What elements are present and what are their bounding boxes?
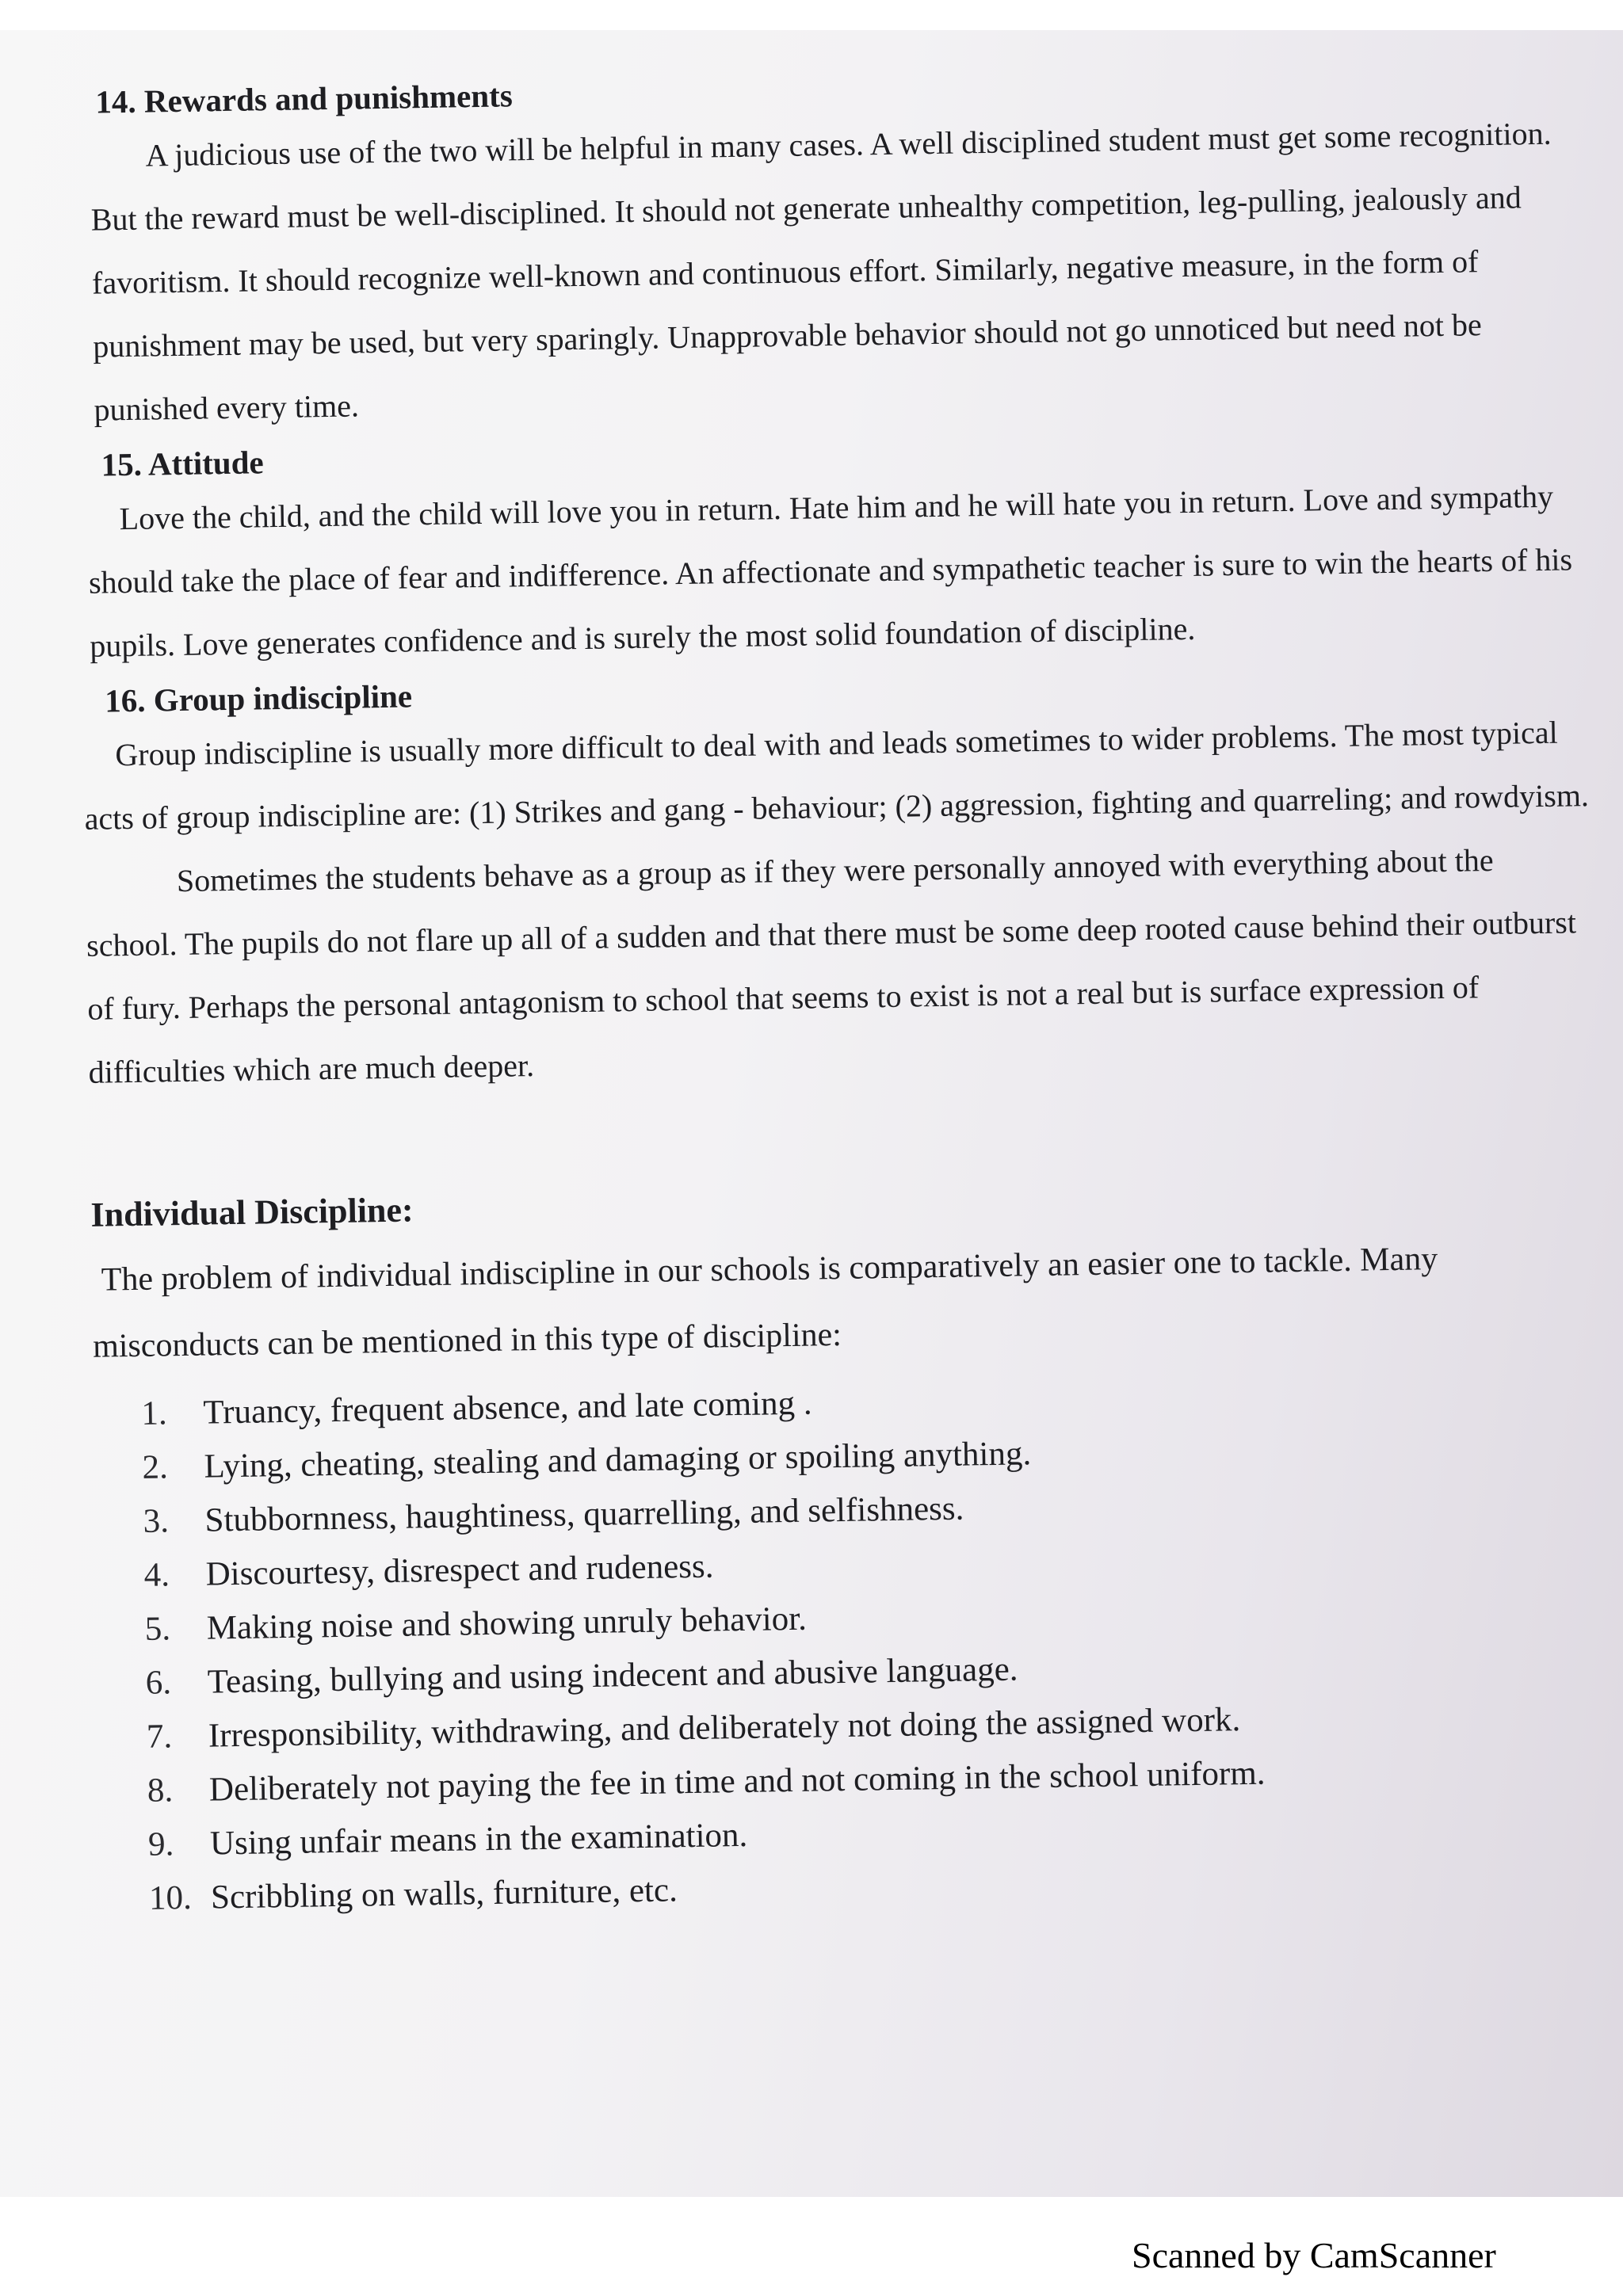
scanned-page bbox=[0, 30, 1623, 2197]
list-item-number: 4. bbox=[143, 1556, 170, 1594]
section-rewards-and-punishments bbox=[73, 55, 1584, 442]
list-item-number: 10. bbox=[148, 1878, 193, 1917]
list-item-text: Teasing, bullying and using indecent and abusive language. bbox=[207, 1650, 1018, 1701]
list-item-text: Using unfair means in the examination. bbox=[209, 1816, 748, 1863]
section-attitude bbox=[78, 418, 1587, 678]
section-paragraph: A judicious use of the two will be helpful in many cases. A well disciplined student must get some recognition. But the reward must be well-disciplined. It should not generate unhealthy competition, leg-pulling, jealously and favoritism. It should recognize well-known and continuous effort. Similarly, negative measure, in the form of punishment may be used, but very sparingly. Unapprovable behavior should not go unnoticed but need not be punished every time. bbox=[90, 115, 1552, 428]
section-paragraph: Sometimes the students behave as a group as if they were personally annoyed with everything about the school. The pupils do not flare up all of a sudden and that there must be some deep rooted cause behind their outburst of fury. Perhaps the personal antagonism to school that seems to exist is not a real but is surface expression of difficulties which are much deeper. bbox=[86, 841, 1577, 1090]
list-item-text: Truancy, frequent absence, and late coming . bbox=[203, 1384, 812, 1432]
misconduct-list bbox=[94, 1364, 1607, 1927]
list-item-number: 5. bbox=[144, 1610, 171, 1648]
section-paragraph: Group indiscipline is usually more difficult to deal with and leads sometimes to wider problems. The most typical acts of group indiscipline are: (1) Strikes and gang - behaviour; (2) aggression, fighting and quarreling; and rowdyism. bbox=[84, 714, 1590, 837]
section-individual-discipline bbox=[90, 1168, 1607, 1927]
section-paragraph: Love the child, and the child will love you in return. Hate him and he will hate you in return. Love and sympathy should take the place of fear and indifference. An affectionate and sympathetic teacher is sure to win the hearts of his pupils. Love generates confidence and is surely the most solid foundation of discipline. bbox=[88, 478, 1573, 664]
individual-discipline-heading: Individual Discipline: bbox=[90, 1190, 414, 1234]
section-heading: 14. Rewards and punishments bbox=[95, 77, 514, 120]
list-item-number: 1. bbox=[141, 1394, 168, 1432]
list-item-text: Deliberately not paying the fee in time and not coming in the school uniform. bbox=[208, 1754, 1266, 1809]
list-item-number: 3. bbox=[143, 1502, 170, 1540]
section-heading: 16. Group indiscipline bbox=[104, 677, 413, 719]
individual-discipline-intro: The problem of individual indiscipline in our schools is comparatively an easier one to tackle. Many misconducts can be mentioned in this type of discipline: bbox=[92, 1241, 1438, 1365]
page-content bbox=[73, 55, 1607, 1927]
list-item-number: 9. bbox=[147, 1825, 174, 1863]
list-item-text: Scribbling on walls, furniture, etc. bbox=[210, 1871, 678, 1917]
list-item-text: Making noise and showing unruly behavior. bbox=[206, 1600, 808, 1647]
scanner-watermark: Scanned by CamScanner bbox=[1132, 2235, 1496, 2275]
list-item-text: Lying, cheating, stealing and damaging or spoiling anything. bbox=[204, 1435, 1032, 1486]
list-item-text: Stubbornness, haughtiness, quarrelling, and selfishness. bbox=[204, 1489, 964, 1539]
list-item-text: Irresponsibility, withdrawing, and deliberately not doing the assigned work. bbox=[208, 1701, 1241, 1755]
list-item-number: 2. bbox=[142, 1448, 169, 1486]
list-item-number: 7. bbox=[146, 1718, 173, 1756]
list-item-number: 6. bbox=[145, 1664, 172, 1702]
list-item-text: Discourtesy, disrespect and rudeness. bbox=[205, 1547, 714, 1593]
list-item-number: 8. bbox=[147, 1772, 174, 1810]
section-heading: 15. Attitude bbox=[101, 444, 264, 483]
section-group-indiscipline bbox=[82, 654, 1594, 1104]
